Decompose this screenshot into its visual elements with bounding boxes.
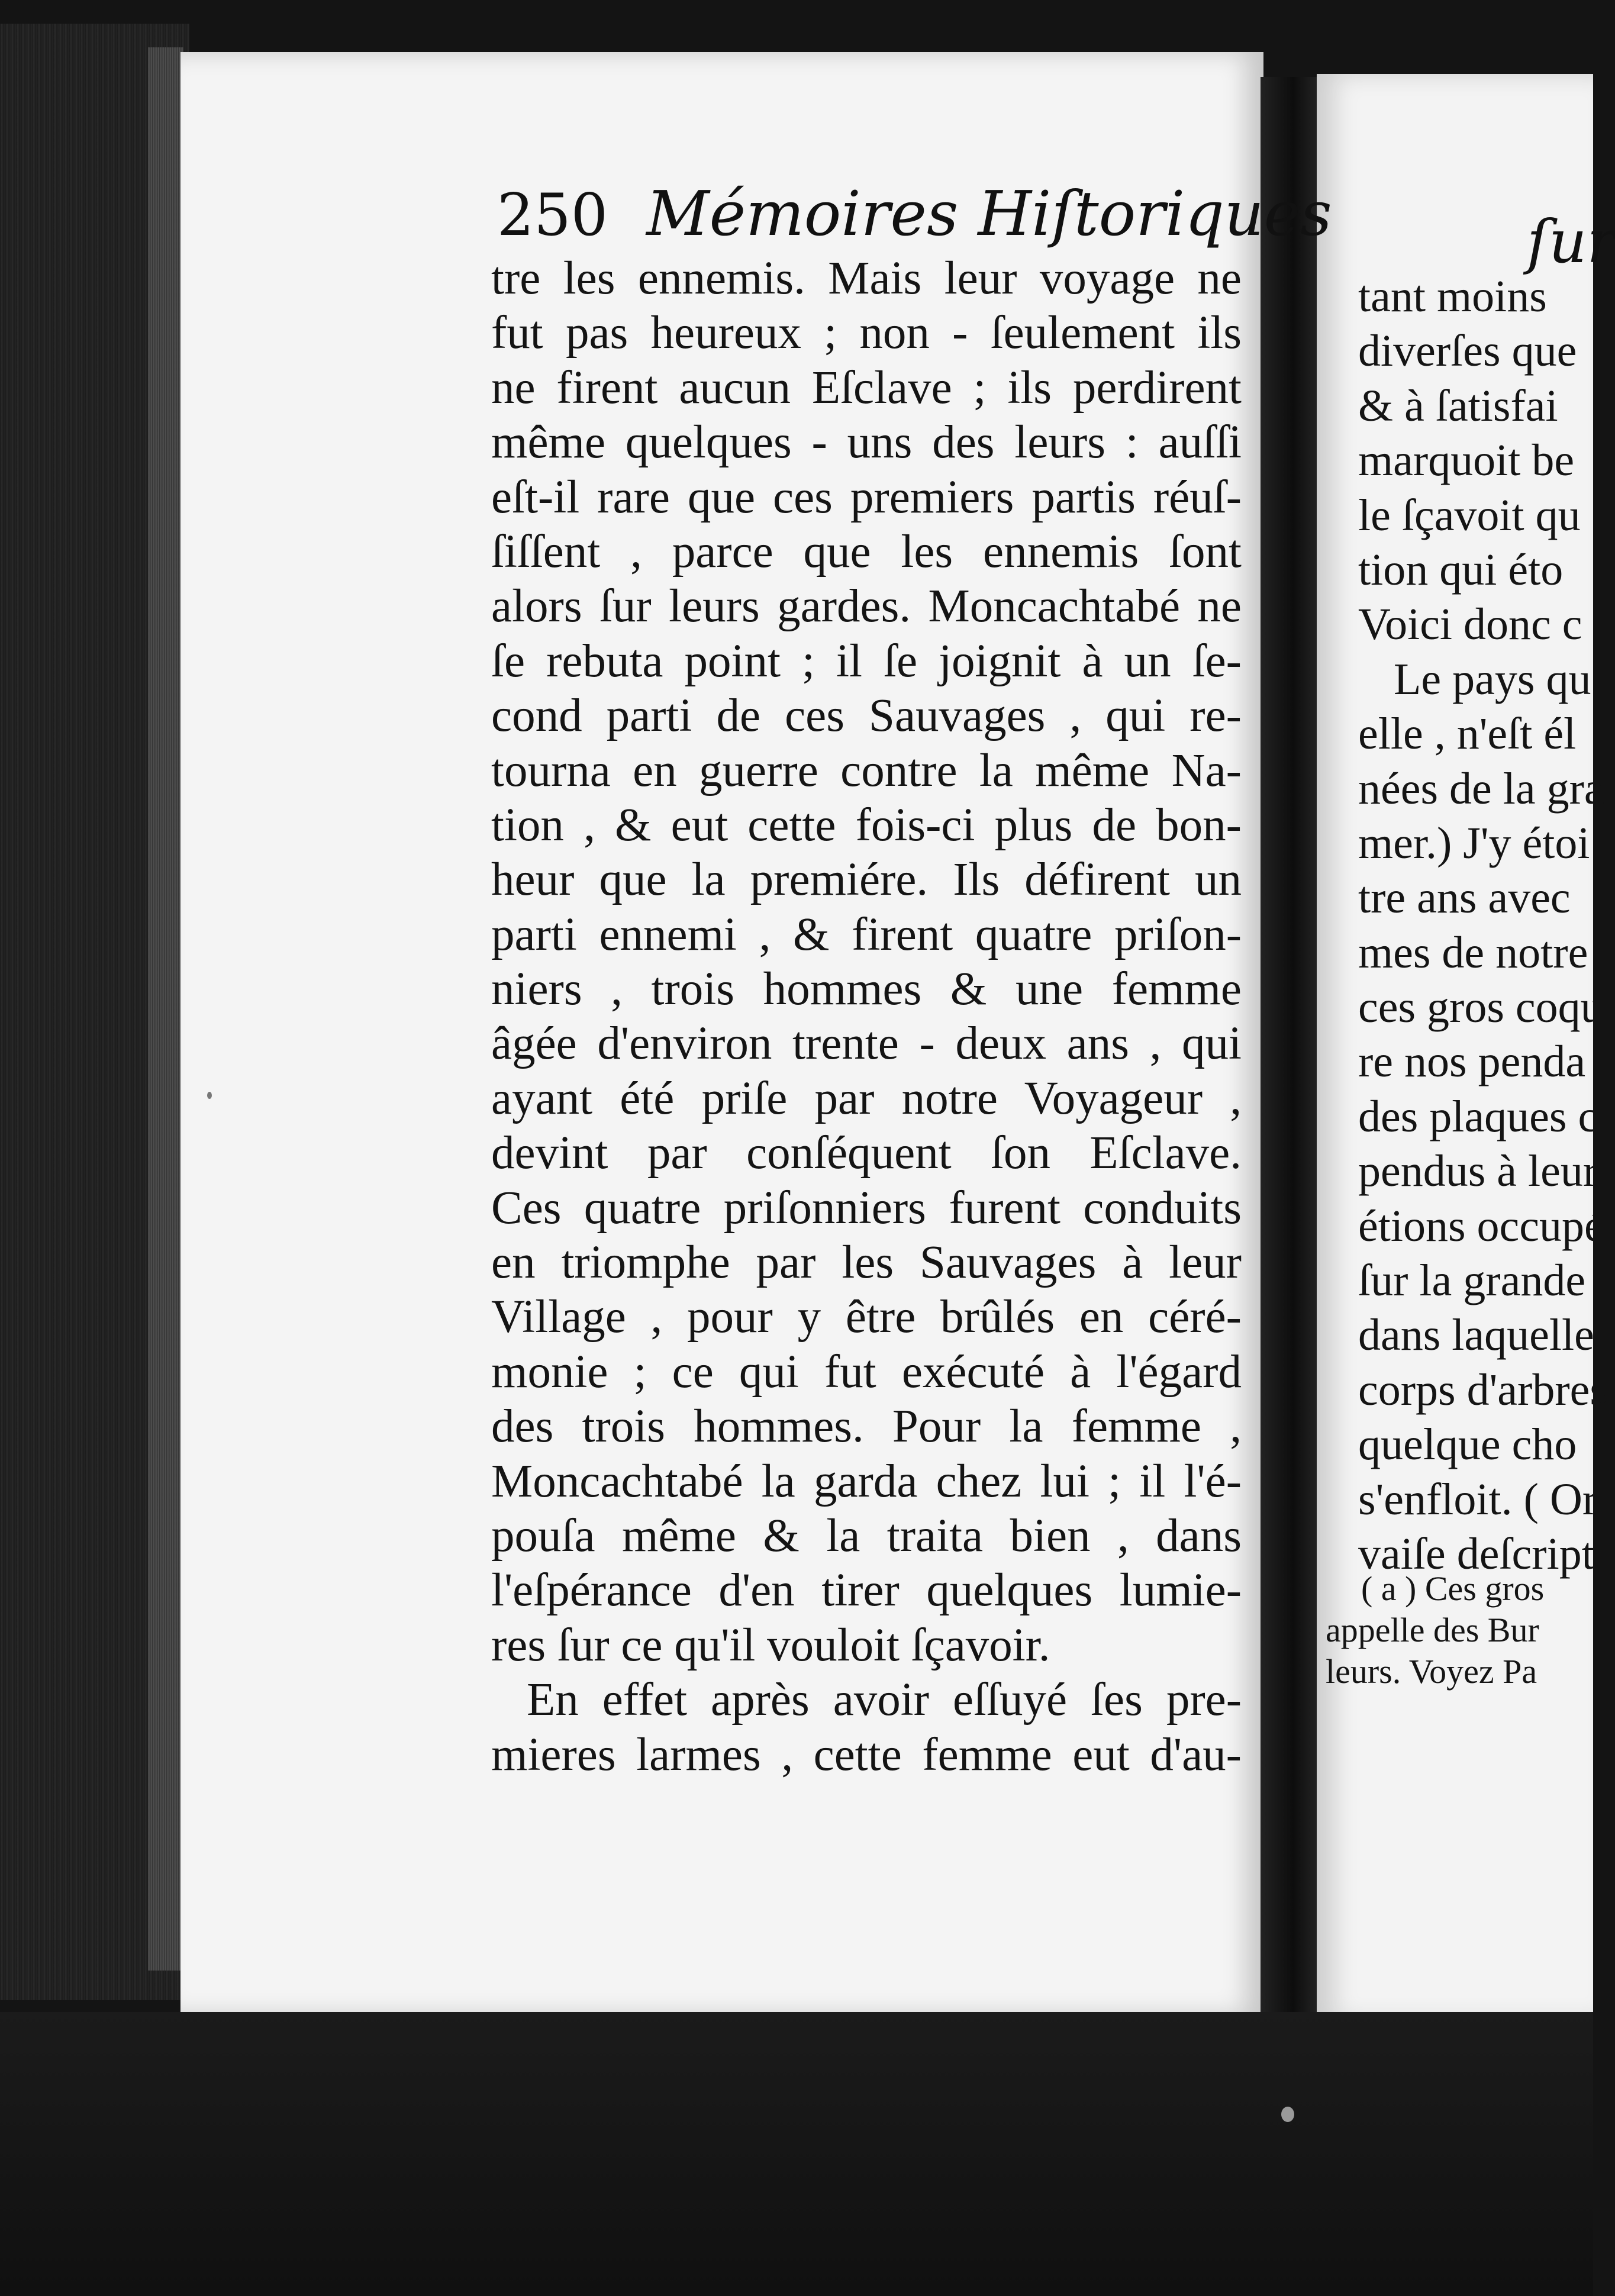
text-line: fut pas heureux ; non - ſeulement ils [491,307,1242,359]
text-line: alors ſur leurs gardes. Moncachtabé ne [491,581,1242,633]
text-line: ſiſſent , parce que les ennemis ſont [491,525,1242,578]
text-line: tre les ennemis. Mais leur voyage ne [491,253,1242,304]
text-line: dans laquelle [1358,1310,1594,1360]
text-line: ſe rebuta point ; il ſe joignit à un ſe- [491,635,1242,687]
facing-footnote [1326,1568,1592,1692]
facing-running-head: ſur [1527,207,1615,276]
text-line: res ſur ce qu'il vouloit ſçavoir. [491,1619,1050,1671]
text-line: pendus à leur [1358,1146,1598,1197]
text-line: devint par conſéquent ſon Eſclave. [491,1127,1242,1179]
text-line: monie ; ce qui fut exécuté à l'égard [491,1346,1242,1398]
text-line: Moncachtabé la garda chez lui ; il l'é- [491,1455,1242,1507]
dust-speck [1281,2107,1294,2122]
text-line: Village , pour y être brûlés en céré- [491,1291,1242,1343]
running-title: Mémoires Hiſtoriques [646,178,1332,250]
body-text [491,251,1242,1782]
text-line: tion qui éto [1358,544,1564,595]
text-line: Ces quatre priſonniers furent conduits [491,1182,1242,1234]
text-line: marquoit be [1358,436,1575,486]
text-line: vaiſe deſcript [1358,1528,1594,1579]
table-background [0,2012,1593,2296]
text-line: corps d'arbres [1358,1365,1607,1415]
facing-body-text [1358,269,1607,1581]
text-line: tourna en guerre contre la même Na- [491,744,1242,796]
text-line: même quelques - uns des leurs : auſſi [491,417,1242,469]
text-line: heur que la premiére. Ils défirent un [491,854,1242,906]
text-line: mer.) J'y étoi [1358,818,1590,868]
text-line: tant moins [1358,272,1547,321]
text-line: ayant été priſe par notre Voyageur , [491,1072,1242,1124]
text-line: Voici donc c [1358,599,1582,650]
text-line: quelque cho [1358,1420,1577,1470]
text-line: s'enfloit. ( Or [1358,1474,1598,1524]
text-line: niers , trois hommes & une femme [491,963,1242,1015]
text-line: elle , n'eſt él [1358,709,1577,759]
text-line: tre ans avec [1358,873,1571,923]
text-line: re nos penda [1358,1037,1586,1087]
footnote-line: leurs. Voyez Pa [1326,1652,1537,1691]
text-line: des plaques c [1358,1091,1598,1141]
text-line: des trois hommes. Pour la femme , [491,1401,1242,1453]
text-line: le ſçavoit qu [1358,490,1581,540]
text-line: cond parti de ces Sauvages , qui re- [491,690,1242,742]
text-line: âgée d'environ trente - deux ans , qui [491,1018,1242,1070]
text-line: mieres larmes , cette femme eut d'au- [491,1729,1242,1781]
text-line: diverſes que [1358,326,1577,376]
text-line: l'eſpérance d'en tirer quelques lumie- [491,1565,1242,1617]
page-number: 250 [497,182,608,249]
text-line: En effet après avoir eſſuyé ſes pre- [527,1674,1242,1726]
text-line: mes de notre [1358,927,1588,978]
footnote-line: appelle des Bur [1326,1611,1539,1649]
text-line: en triomphe par les Sauvages à leur [491,1237,1242,1289]
text-line: tion , & eut cette fois-ci plus de bon- [491,799,1242,851]
text-line: eſt-il rare que ces premiers partis réuſ- [491,471,1242,523]
footnote-line: ( a ) Ces gros [1361,1569,1545,1608]
page-edges [148,47,183,1971]
text-line: étions occupé [1358,1201,1604,1251]
text-line: & à ſatisfai [1358,380,1558,431]
text-line: nées de la gra [1358,763,1604,814]
text-line: pouſa même & la traita bien , dans [491,1510,1242,1562]
text-line: Le pays qu [1394,654,1591,704]
dust-speck [207,1092,212,1099]
text-line: ſur la grande [1358,1256,1586,1306]
text-line: parti ennemi , & firent quatre priſon- [491,908,1242,960]
text-line: ne firent aucun Eſclave ; ils perdirent [491,362,1242,414]
text-line: ces gros coqu [1358,982,1603,1033]
gutter-shadow [1261,77,1326,2030]
